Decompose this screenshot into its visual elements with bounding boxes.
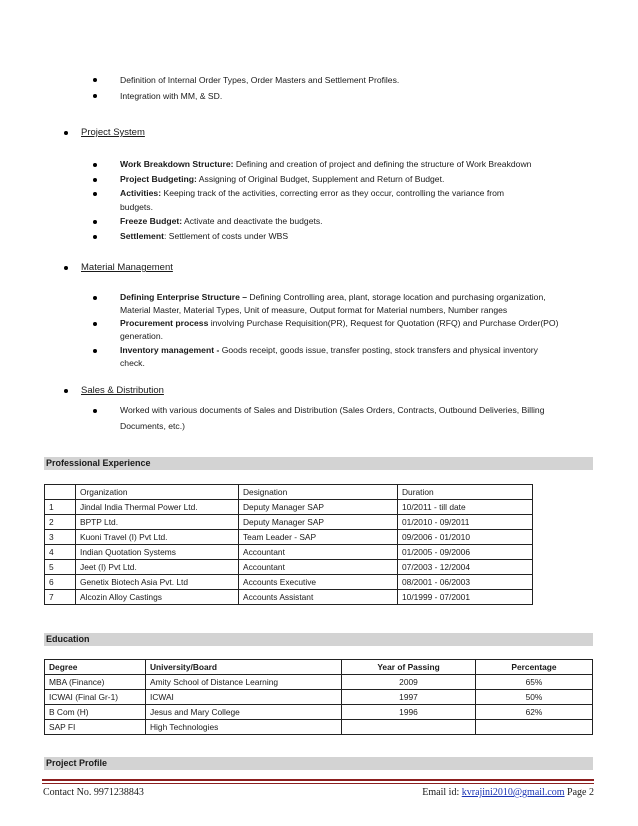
bullet-icon (93, 235, 97, 239)
table-cell: 62% (476, 705, 593, 720)
table-cell: 65% (476, 675, 593, 690)
sd-text: Worked with various documents of Sales and Distribution (Sales Orders, Contracts, Outbound Deliveries, Billing (120, 405, 545, 415)
table-cell: High Technologies (146, 720, 342, 735)
table-row (45, 560, 533, 575)
table-header-cell: Designation (239, 485, 398, 500)
mm-item: Inventory management - Goods receipt, goods issue, transfer posting, stock transfers and physical inventory (120, 345, 538, 355)
table-cell: 10/2011 - till date (398, 500, 533, 515)
bullet-icon (64, 131, 68, 135)
bullet-icon (93, 322, 97, 326)
table-cell (476, 720, 593, 735)
ps-item-cont: budgets. (120, 202, 153, 212)
table-row (45, 690, 593, 705)
table-cell: BPTP Ltd. (76, 515, 239, 530)
table-cell: 4 (45, 545, 76, 560)
table-cell: Amity School of Distance Learning (146, 675, 342, 690)
footer-email (422, 787, 594, 798)
table-cell: Jesus and Mary College (146, 705, 342, 720)
footer-rule (42, 783, 594, 784)
table-header-cell: Duration (398, 485, 533, 500)
table-header-cell: Organization (76, 485, 239, 500)
table-cell: Genetix Biotech Asia Pvt. Ltd (76, 575, 239, 590)
mm-item-cont: generation. (120, 331, 164, 341)
table-header-row (45, 485, 533, 500)
bullet-icon (93, 296, 97, 300)
bullet-text: Definition of Internal Order Types, Order Masters and Settlement Profiles. (120, 75, 400, 85)
table-cell: 01/2010 - 09/2011 (398, 515, 533, 530)
section-bar-project-profile: Project Profile (44, 757, 593, 770)
table-row (45, 530, 533, 545)
table-cell: Deputy Manager SAP (239, 515, 398, 530)
section-bar-professional-experience: Professional Experience (44, 457, 593, 470)
table-cell: MBA (Finance) (45, 675, 146, 690)
bullet-icon (64, 389, 68, 393)
education-table (44, 659, 593, 735)
table-header-cell: University/Board (146, 660, 342, 675)
ps-item: Settlement: Settlement of costs under WBS (120, 231, 289, 241)
email-link[interactable]: kvrajini2010@gmail.com (461, 787, 565, 798)
mm-item-cont: check. (120, 358, 145, 368)
table-header-row (45, 660, 593, 675)
table-header-cell (45, 485, 76, 500)
table-cell: ICWAI (Final Gr-1) (45, 690, 146, 705)
experience-table (44, 484, 533, 605)
table-cell (342, 720, 476, 735)
table-cell: Kuoni Travel (I) Pvt Ltd. (76, 530, 239, 545)
table-row (45, 575, 533, 590)
email-label: Email id: (422, 787, 462, 798)
table-cell: 50% (476, 690, 593, 705)
ps-item: Freeze Budget: Activate and deactivate the budgets. (120, 216, 323, 226)
table-cell: 07/2003 - 12/2004 (398, 560, 533, 575)
bullet-icon (93, 409, 97, 413)
page-number: Page 2 (564, 787, 594, 798)
table-cell: Deputy Manager SAP (239, 500, 398, 515)
table-cell: 08/2001 - 06/2003 (398, 575, 533, 590)
bullet-icon (93, 178, 97, 182)
table-cell: 1996 (342, 705, 476, 720)
ps-item: Work Breakdown Structure: Defining and creation of project and defining the structure of Work Breakdown (120, 159, 532, 169)
table-cell: Indian Quotation Systems (76, 545, 239, 560)
bullet-text: Integration with MM, & SD. (120, 91, 223, 101)
table-cell: 2 (45, 515, 76, 530)
bullet-icon (93, 94, 97, 98)
section-heading-project-system: Project System (81, 127, 145, 138)
table-cell: Accounts Executive (239, 575, 398, 590)
table-row (45, 590, 533, 605)
bullet-icon (93, 349, 97, 353)
table-cell: Jeet (I) Pvt Ltd. (76, 560, 239, 575)
table-cell: 2009 (342, 675, 476, 690)
bullet-icon (93, 163, 97, 167)
footer-rule (42, 779, 594, 781)
table-row (45, 500, 533, 515)
mm-item-cont: Material Master, Material Types, Unit of measure, Output format for Material numbers, Number ranges (120, 305, 508, 315)
bullet-icon (64, 266, 68, 270)
table-cell: Accountant (239, 560, 398, 575)
table-cell: 10/1999 - 07/2001 (398, 590, 533, 605)
mm-item: Procurement process involving Purchase Requisition(PR), Request for Quotation (RFQ) and Purchase Order(PO) (120, 318, 559, 328)
ps-item: Project Budgeting: Assigning of Original Budget, Supplement and Return of Budget. (120, 174, 445, 184)
table-header-cell: Percentage (476, 660, 593, 675)
table-row (45, 675, 593, 690)
ps-item: Activities: Keeping track of the activities, correcting error as they occur, controlling the variance from (120, 188, 505, 198)
bullet-icon (93, 220, 97, 224)
table-row (45, 545, 533, 560)
table-cell: 6 (45, 575, 76, 590)
table-header-cell: Degree (45, 660, 146, 675)
table-cell: 5 (45, 560, 76, 575)
table-cell: 1997 (342, 690, 476, 705)
table-cell: SAP FI (45, 720, 146, 735)
sd-text-cont: Documents, etc.) (120, 421, 185, 431)
footer-contact: Contact No. 9971238843 (43, 787, 144, 798)
table-cell: Jindal India Thermal Power Ltd. (76, 500, 239, 515)
table-cell: 01/2005 - 09/2006 (398, 545, 533, 560)
table-cell: 3 (45, 530, 76, 545)
section-heading-material-management: Material Management (81, 262, 173, 273)
table-cell: B Com (H) (45, 705, 146, 720)
table-row (45, 705, 593, 720)
table-header-cell: Year of Passing (342, 660, 476, 675)
bullet-icon (93, 78, 97, 82)
table-cell: 1 (45, 500, 76, 515)
table-cell: Accounts Assistant (239, 590, 398, 605)
table-cell: Accountant (239, 545, 398, 560)
bullet-icon (93, 192, 97, 196)
section-bar-education: Education (44, 633, 593, 646)
table-row (45, 515, 533, 530)
table-cell: ICWAI (146, 690, 342, 705)
mm-item: Defining Enterprise Structure – Defining Controlling area, plant, storage location and purchasing organization, (120, 292, 546, 302)
section-heading-sales-distribution: Sales & Distribution (81, 385, 164, 396)
table-cell: Alcozin Alloy Castings (76, 590, 239, 605)
table-cell: 7 (45, 590, 76, 605)
table-row (45, 720, 593, 735)
table-cell: Team Leader - SAP (239, 530, 398, 545)
table-cell: 09/2006 - 01/2010 (398, 530, 533, 545)
